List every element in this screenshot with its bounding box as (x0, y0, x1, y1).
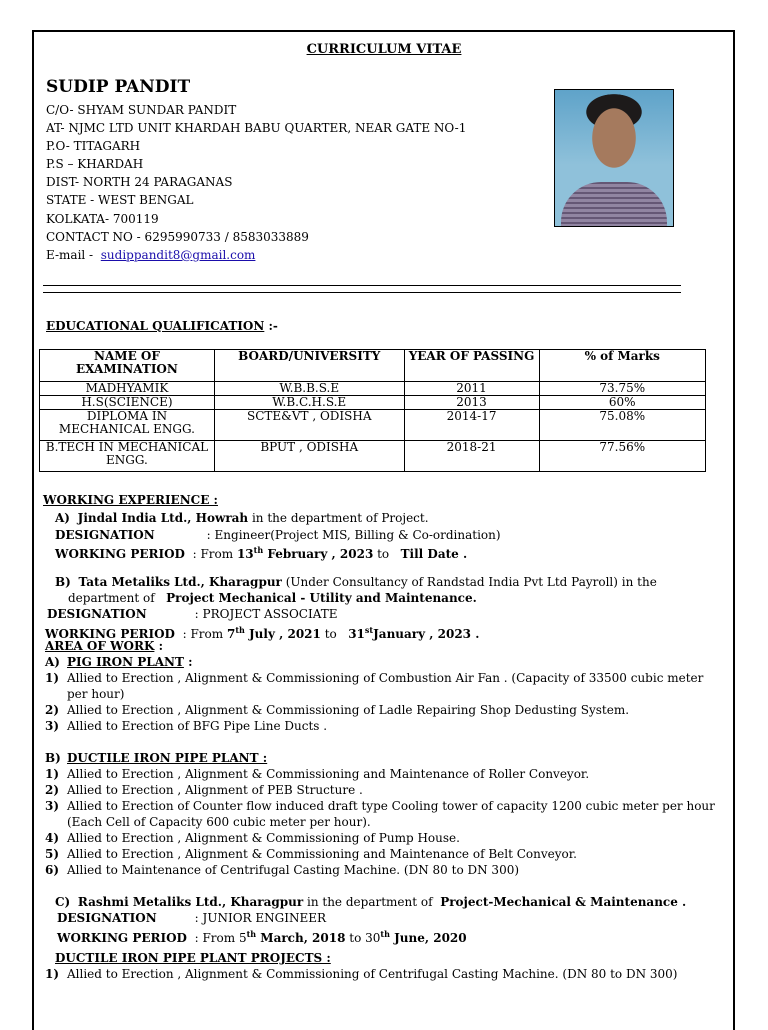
list-item-continuation: per hour) (67, 687, 125, 701)
profile-photo (554, 89, 674, 227)
column-header: YEAR OF PASSING (404, 350, 539, 382)
area-heading: AREA OF WORK : (45, 639, 164, 653)
job-c-period: WORKING PERIOD : From 5th March, 2018 to 30th June, 2020 (57, 929, 467, 945)
job-b-line: B) Tata Metaliks Ltd., Kharagpur (Under Consultancy of Randstad India Pvt Ltd Payroll) in the (55, 575, 657, 589)
table-cell: MADHYAMIK (40, 382, 215, 396)
table-cell: 77.56% (539, 441, 706, 472)
work-heading: WORKING EXPERIENCE : (43, 493, 218, 507)
table-row (40, 441, 706, 472)
address-line: STATE - WEST BENGAL (46, 193, 194, 208)
table-cell: BPUT , ODISHA (214, 441, 404, 472)
email-label: E-mail - (46, 247, 94, 262)
table-cell: 73.75% (539, 382, 706, 396)
table-cell: B.TECH IN MECHANICAL ENGG. (40, 441, 215, 472)
list-item-continuation: (Each Cell of Capacity 600 cubic meter per hour). (67, 815, 371, 829)
edu-heading: EDUCATIONAL QUALIFICATION :- (46, 319, 278, 333)
job-a-line: A) Jindal India Ltd., Howrah in the department of Project. (55, 511, 429, 525)
list-item: 3) Allied to Erection of Counter flow induced draft type Cooling tower of capacity 1200 cubic meter per hour (45, 799, 715, 813)
list-item: 4) Allied to Erection , Alignment & Commissioning of Pump House. (45, 831, 460, 845)
list-item: 1) Allied to Erection , Alignment & Commissioning and Maintenance of Roller Conveyor. (45, 767, 590, 781)
section-b-heading: B) DUCTILE IRON PIPE PLANT : (45, 751, 268, 765)
table-row (40, 382, 706, 396)
address-line: C/O- SHYAM SUNDAR PANDIT (46, 103, 237, 117)
education-table (39, 349, 706, 472)
address-line: DIST- NORTH 24 PARAGANAS (46, 175, 233, 190)
column-header: % of Marks (539, 350, 706, 382)
email-link[interactable]: sudippandit8@gmail.com (100, 247, 256, 262)
job-c-designation: DESIGNATION : JUNIOR ENGINEER (57, 911, 327, 925)
photo-shirt (561, 182, 667, 227)
table-cell: W.B.B.S.E (214, 382, 404, 396)
address-line: P.S – KHARDAH (46, 157, 144, 172)
table-row (40, 410, 706, 441)
table-cell: DIPLOMA IN MECHANICAL ENGG. (40, 410, 215, 441)
job-b-dept: department of Project Mechanical - Utility and Maintenance. (68, 591, 477, 605)
list-item: 2) Allied to Erection , Alignment & Commissioning of Ladle Repairing Shop Dedusting System. (45, 703, 630, 717)
table-cell: 60% (539, 396, 706, 410)
table-cell: 75.08% (539, 410, 706, 441)
column-header: BOARD/UNIVERSITY (214, 350, 404, 382)
divider-line (43, 285, 681, 286)
table-row (40, 396, 706, 410)
list-item: 3) Allied to Erection of BFG Pipe Line Ducts . (45, 719, 328, 733)
list-item: 1) Allied to Erection , Alignment & Commissioning of Centrifugal Casting Machine. (DN 80 to DN 300) (45, 967, 678, 981)
list-item: 2) Allied to Erection , Alignment of PEB Structure . (45, 783, 363, 797)
address-block (46, 101, 466, 264)
divider-line (43, 292, 681, 293)
list-item: 1) Allied to Erection , Alignment & Commissioning of Combustion Air Fan . (Capacity of 33500 cubic meter (45, 671, 704, 685)
section-c-heading: DUCTILE IRON PIPE PLANT PROJECTS : (55, 951, 331, 965)
address-line: KOLKATA- 700119 (46, 211, 159, 226)
table-cell: 2014-17 (404, 410, 539, 441)
candidate-name: SUDIP PANDIT (46, 77, 191, 97)
document-title: CURRICULUM VITAE (306, 42, 462, 57)
section-a-heading: A) PIG IRON PLANT : (45, 655, 193, 669)
table-cell: 2018-21 (404, 441, 539, 472)
job-c-line: C) Rashmi Metaliks Ltd., Kharagpur in the department of Project-Mechanical & Maintenance . (55, 895, 687, 909)
table-cell: SCTE&VT , ODISHA (214, 410, 404, 441)
address-line: AT- NJMC LTD UNIT KHARDAH BABU QUARTER, NEAR GATE NO-1 (46, 121, 467, 136)
list-item: 5) Allied to Erection , Alignment & Commissioning and Maintenance of Belt Conveyor. (45, 847, 577, 861)
list-item: 6) Allied to Maintenance of Centrifugal Casting Machine. (DN 80 to DN 300) (45, 863, 520, 877)
table-header-row (40, 350, 706, 382)
job-a-designation: DESIGNATION : Engineer(Project MIS, Billing & Co-ordination) (55, 528, 501, 542)
table-cell: W.B.C.H.S.E (214, 396, 404, 410)
email-line (46, 246, 466, 264)
address-line: P.O- TITAGARH (46, 139, 141, 154)
table-cell: 2013 (404, 396, 539, 410)
job-a-period: WORKING PERIOD : From 13th February , 2023 to Till Date . (55, 545, 468, 561)
column-header: NAME OF EXAMINATION (40, 350, 215, 382)
contact-line: CONTACT NO - 6295990733 / 8583033889 (46, 229, 309, 244)
job-b-period: WORKING PERIOD : From 7th July , 2021 to 31stJanuary , 2023 . (45, 625, 480, 641)
table-cell: 2011 (404, 382, 539, 396)
job-b-designation: DESIGNATION : PROJECT ASSOCIATE (47, 607, 338, 621)
table-cell: H.S(SCIENCE) (40, 396, 215, 410)
